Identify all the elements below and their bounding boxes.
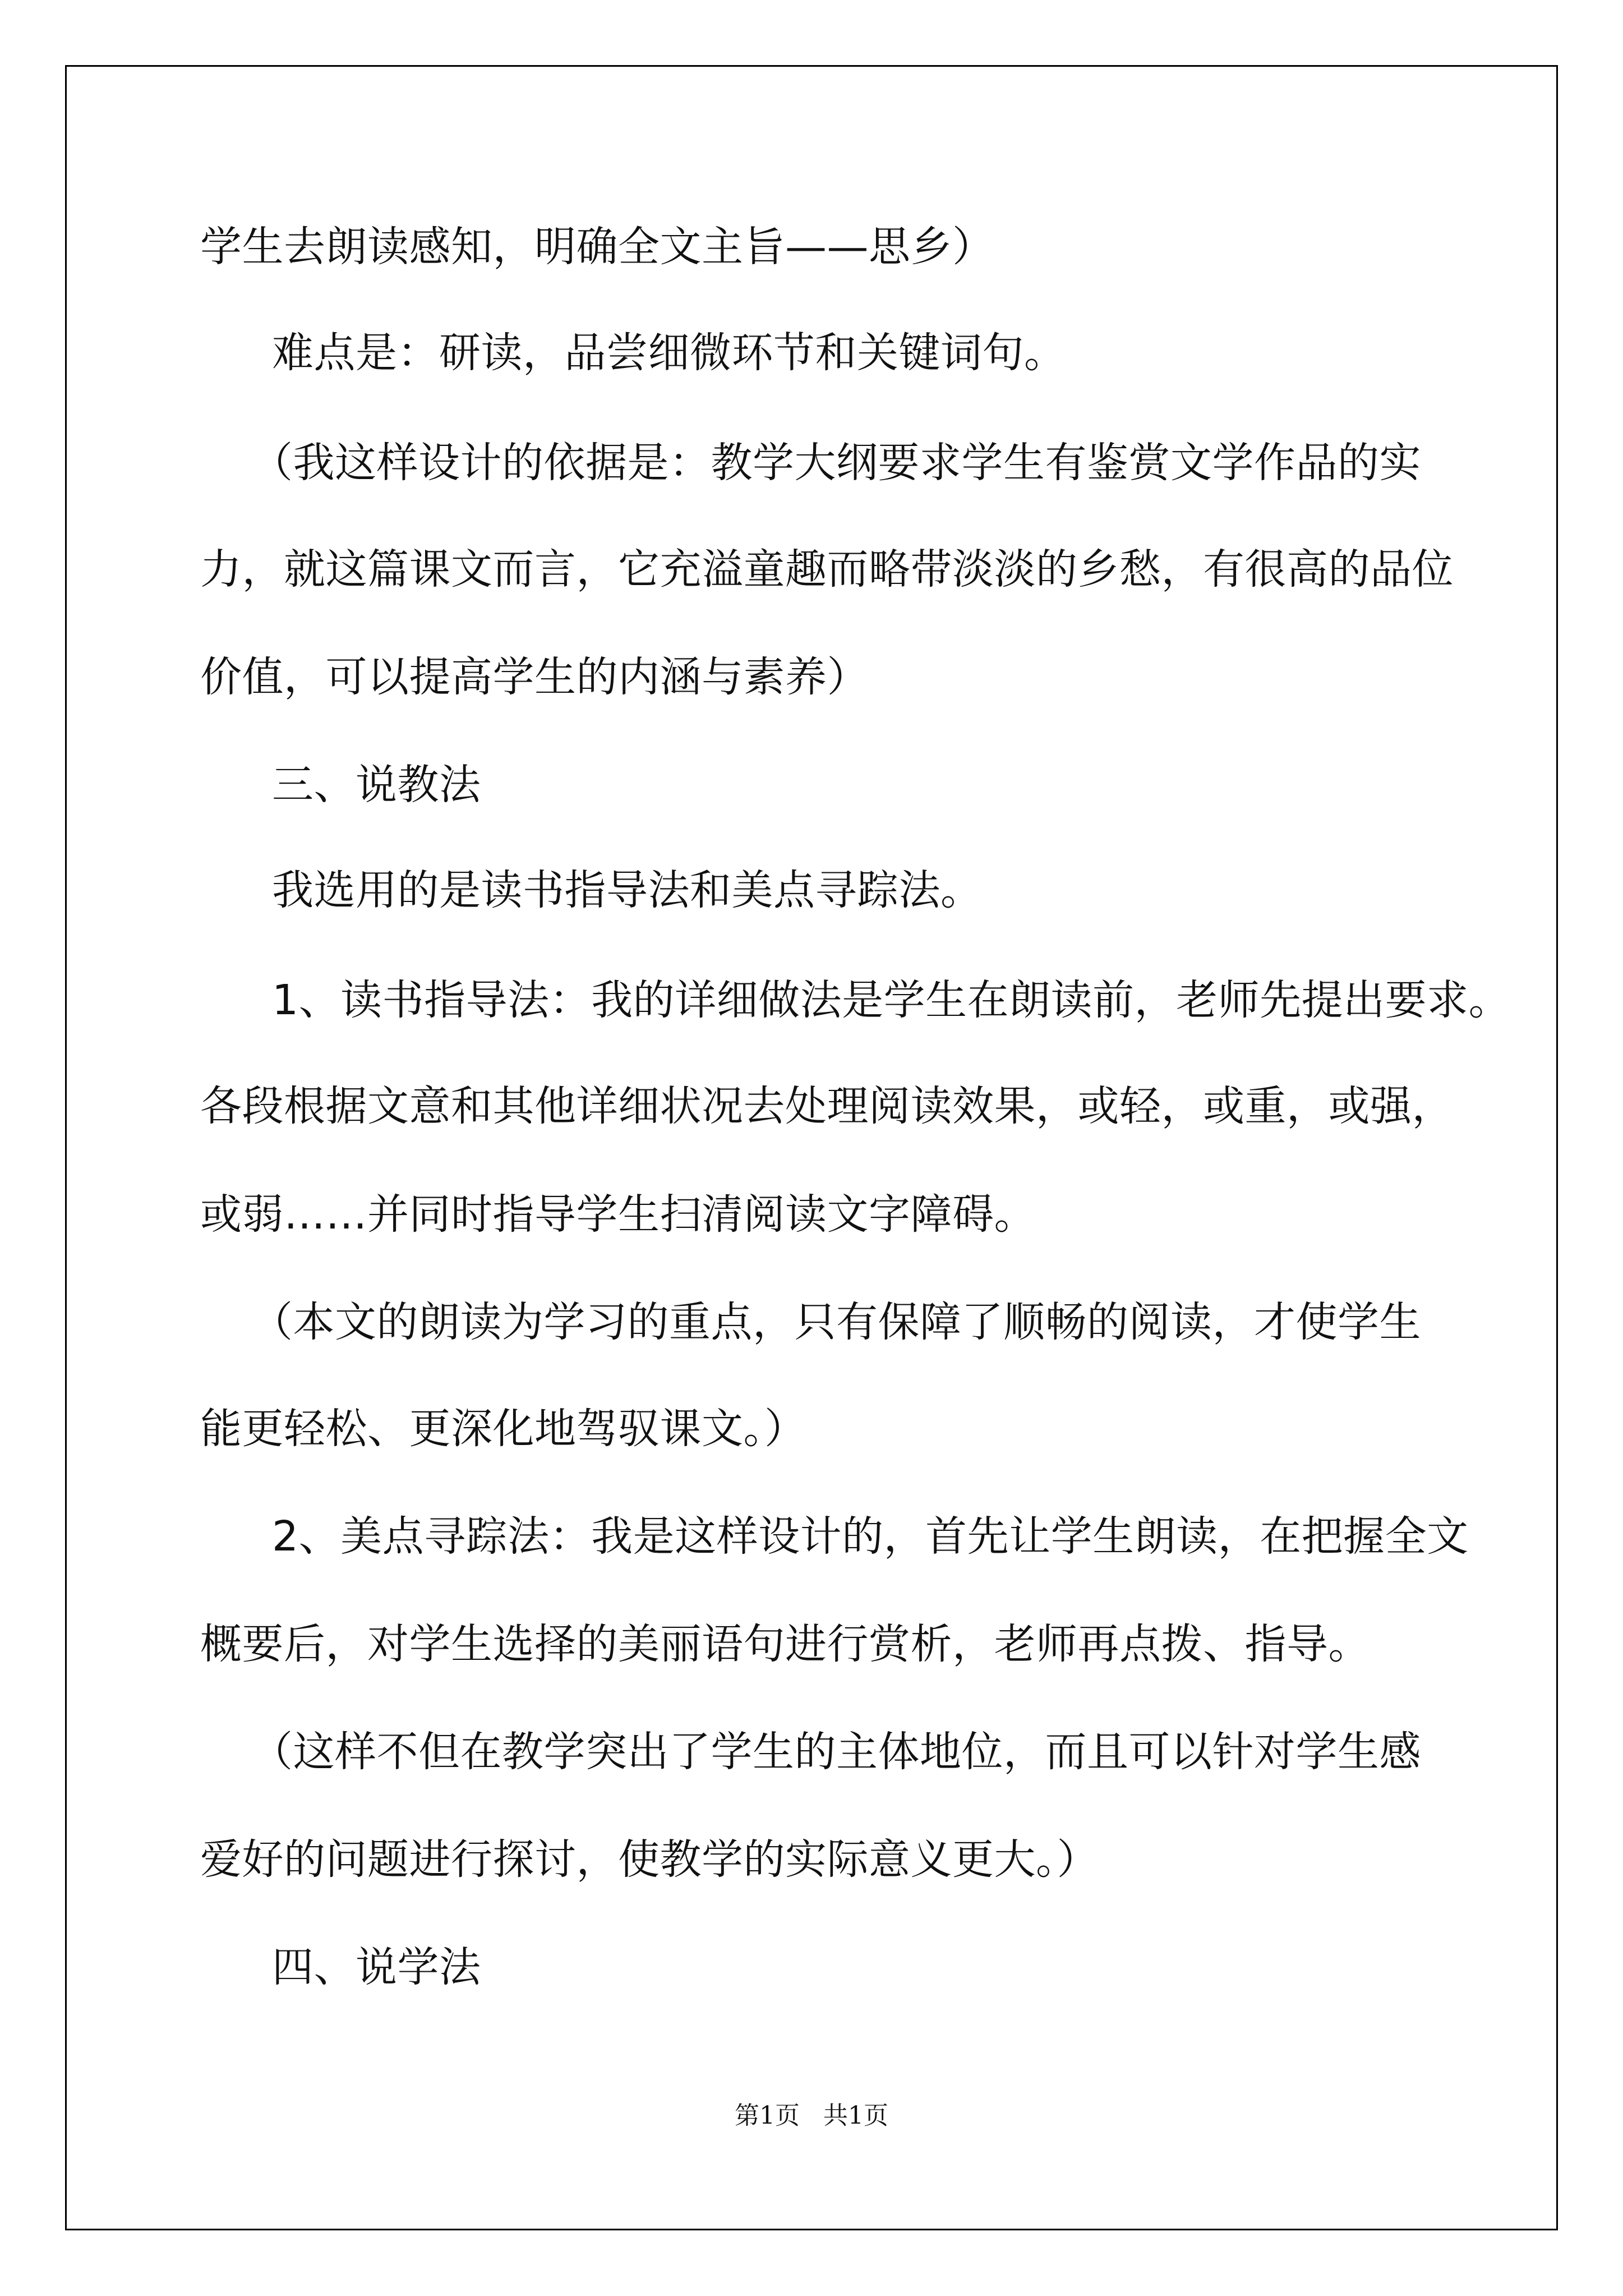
text-line: 或弱……并同时指导学生扫清阅读文字障碍。 (200, 1190, 1036, 1239)
text-line: 1、读书指导法：我的详细做法是学生在朗读前，老师先提出要求。 (272, 976, 1511, 1024)
text-line: 能更轻松、更深化地驾驭课文。） (200, 1405, 806, 1453)
text-line: 价值，可以提高学生的内涵与素养） (200, 653, 869, 701)
text-line: （这样不但在教学突出了学生的主体地位，而且可以针对学生感 (251, 1728, 1421, 1776)
page-border (65, 65, 1558, 2230)
section-heading: 三、说教法 (272, 761, 481, 809)
text-line: 难点是：研读，品尝细微环节和关键词句。 (272, 329, 1066, 377)
page-number: 第1页 (735, 2101, 800, 2130)
page-total: 共1页 (823, 2101, 888, 2130)
text-line: 学生去朗读感知，明确全文主旨——思乡） (200, 223, 994, 271)
text-line: 爱好的问题进行探讨，使教学的实际意义更大。） (200, 1835, 1099, 1884)
text-line: （本文的朗读为学习的重点，只有保障了顺畅的阅读，才使学生 (251, 1298, 1421, 1346)
text-line: 2、美点寻踪法：我是这样设计的，首先让学生朗读，在把握全文 (272, 1512, 1469, 1561)
text-line: 我选用的是读书指导法和美点寻踪法。 (272, 866, 983, 914)
page-footer (0, 2101, 1623, 2130)
text-line: 概要后，对学生选择的美丽语句进行赏析，老师再点拨、指导。 (200, 1620, 1370, 1668)
text-line: （我这样设计的依据是：教学大纲要求学生有鉴赏文学作品的实 (251, 439, 1421, 487)
text-line: 各段根据文意和其他详细状况去处理阅读效果，或轻，或重，或强， (200, 1082, 1454, 1130)
text-line: 力，就这篇课文而言，它充溢童趣而略带淡淡的乡愁，有很高的品位 (200, 545, 1454, 593)
section-heading: 四、说学法 (272, 1943, 481, 1991)
